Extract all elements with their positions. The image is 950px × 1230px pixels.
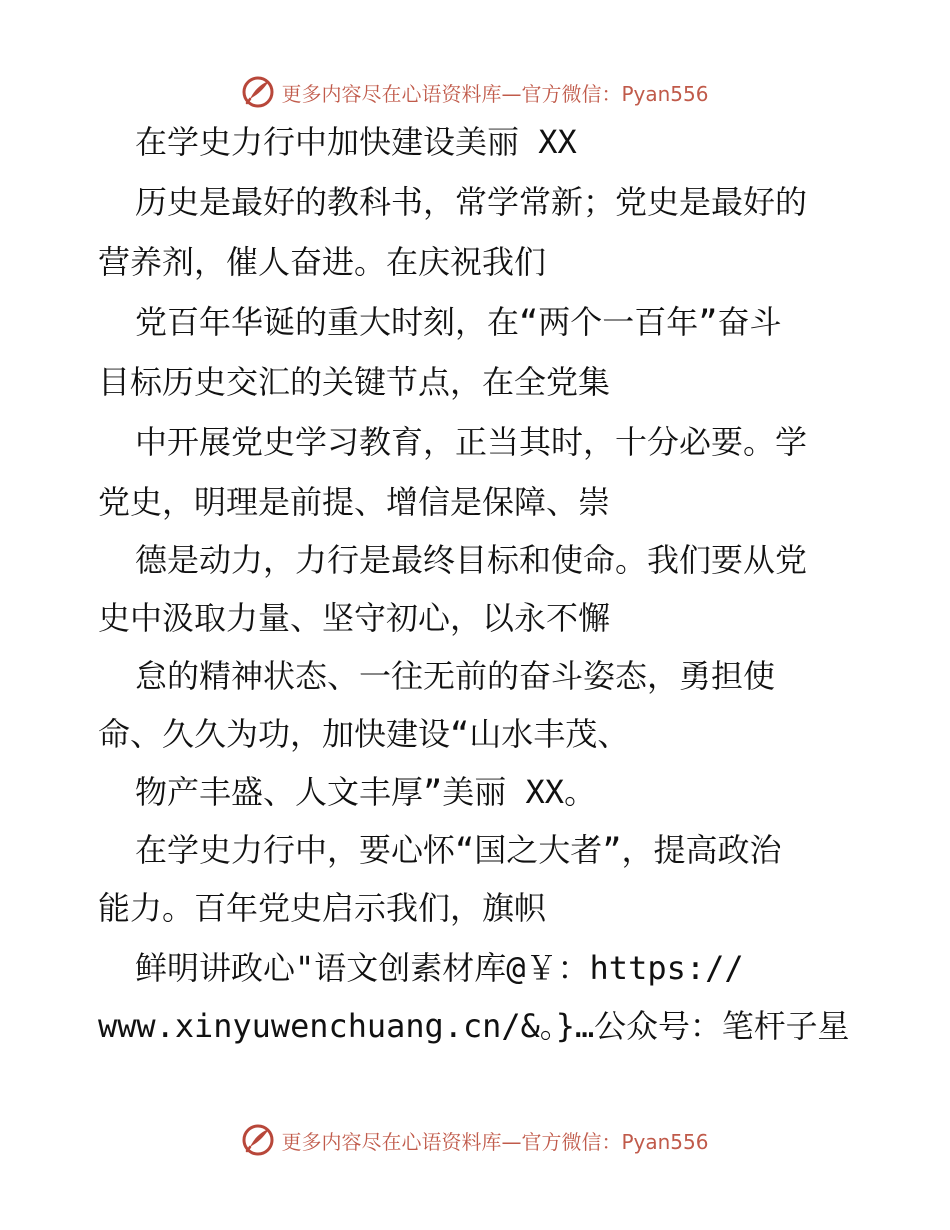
- feather-logo-icon: [241, 75, 275, 109]
- header-banner: [0, 70, 950, 114]
- document-title: 在学史力行中加快建设美丽 XX: [135, 123, 577, 161]
- feather-logo-icon: [241, 1123, 275, 1157]
- paragraph-line: 目标历史交汇的关键节点，在全党集: [98, 363, 611, 401]
- paragraph-line: 德是动力，力行是最终目标和使命。我们要从党: [135, 541, 808, 579]
- paragraph-line: 能力。百年党史启示我们，旗帜: [98, 889, 547, 927]
- paragraph-line: 历史是最好的教科书，常学常新；党史是最好的: [135, 183, 808, 221]
- paragraph-line: 中开展党史学习教育，正当其时，十分必要。学: [135, 423, 808, 461]
- paragraph-line: 在学史力行中，要心怀“国之大者”，提高政治: [135, 831, 782, 869]
- paragraph-line: 鲜明讲政心"语文创素材库@￥：https://: [135, 949, 744, 987]
- footer-banner: [0, 1118, 950, 1162]
- header-banner-text: 更多内容尽在心语资料库—官方微信：Pyan556: [281, 81, 709, 106]
- paragraph-line: 营养剂，催人奋进。在庆祝我们: [98, 243, 547, 281]
- paragraph-line: 党史，明理是前提、增信是保障、崇: [98, 483, 611, 521]
- footer-banner-text: 更多内容尽在心语资料库—官方微信：Pyan556: [281, 1129, 709, 1154]
- paragraph-line: 怠的精神状态、一往无前的奋斗姿态，勇担使: [135, 657, 776, 695]
- paragraph-line: 物产丰盛、人文丰厚”美丽 XX。: [135, 773, 597, 811]
- paragraph-line: 史中汲取力量、坚守初心，以永不懈: [98, 599, 611, 637]
- paragraph-line: www.xinyuwenchuang.cn/&。}…公众号：笔杆子星: [98, 1007, 850, 1045]
- paragraph-line: 党百年华诞的重大时刻，在“两个一百年”奋斗: [135, 303, 782, 341]
- paragraph-line: 命、久久为功，加快建设“山水丰茂、: [98, 715, 630, 753]
